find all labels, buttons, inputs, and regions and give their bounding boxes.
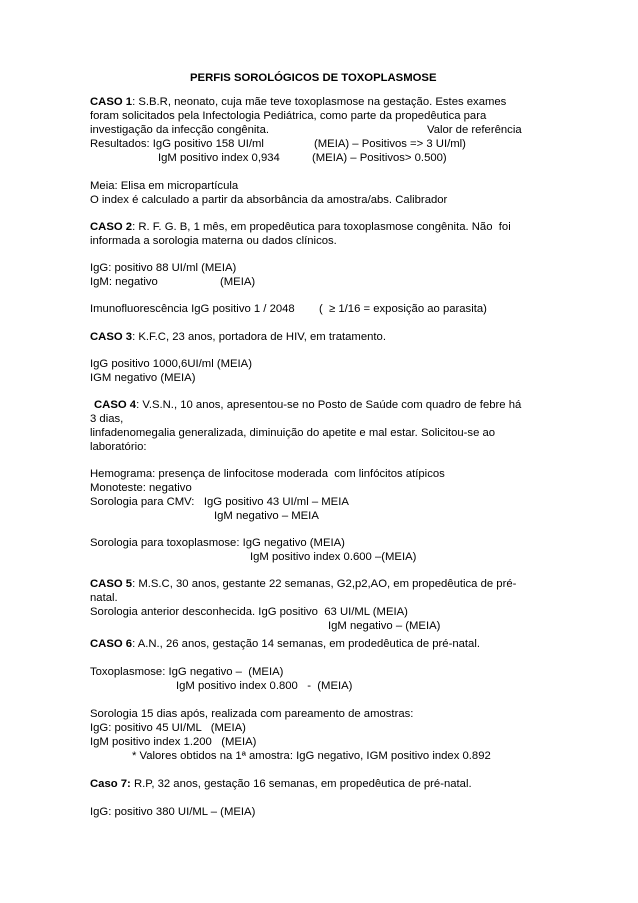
caso5-label: CASO 5 <box>90 578 133 590</box>
caso3-igm-result: IGM negativo (MEIA) <box>90 372 196 384</box>
caso1-igm-reference: (MEIA) – Positivos> 0.500) <box>312 152 447 164</box>
caso7-line1: Caso 7: R.P, 32 anos, gestação 16 semanas, em propedêutica de pré-natal. <box>90 778 472 790</box>
document-title: PERFIS SOROLÓGICOS DE TOXOPLASMOSE <box>190 72 437 84</box>
caso1-meia-note: Meia: Elisa em micropartícula <box>90 180 239 192</box>
caso2-line1: CASO 2: R. F. G. B, 1 mês, em propedêutica para toxoplasmose congênita. Não foi <box>90 221 511 233</box>
caso4-toxo-igm: IgM positivo index 0.600 –(MEIA) <box>250 551 417 563</box>
caso6-followup-note: Sorologia 15 dias após, realizada com pareamento de amostras: <box>90 708 414 720</box>
caso4-line1: CASO 4: V.S.N., 10 anos, apresentou-se no Posto de Saúde com quadro de febre há <box>94 399 522 411</box>
caso4-line3: linfadenomegalia generalizada, diminuição do apetite e mal estar. Solicitou-se ao <box>90 427 496 439</box>
caso1-line3a: investigação da infecção congênita. <box>90 124 269 136</box>
caso4-line4: laboratório: <box>90 441 147 453</box>
caso1-igm-result: IgM positivo index 0,934 <box>158 152 280 164</box>
caso3-igg-result: IgG positivo 1000,6UI/ml (MEIA) <box>90 358 252 370</box>
caso1-reference-header: Valor de referência <box>427 124 522 136</box>
caso6-first-sample-note: * Valores obtidos na 1ª amostra: IgG negativo, IGM positivo index 0.892 <box>132 750 491 762</box>
caso4-cmv-igm: IgM negativo – MEIA <box>214 510 319 522</box>
caso1-igg-reference: (MEIA) – Positivos => 3 UI/ml) <box>314 138 466 150</box>
caso2-if-reference: ( ≥ 1/16 = exposição ao parasita) <box>319 303 487 315</box>
caso5-igm-result: IgM negativo – (MEIA) <box>328 620 441 632</box>
caso2-igm-result: IgM: negativo <box>90 276 158 288</box>
caso1-igg-result: Resultados: IgG positivo 158 UI/ml <box>90 138 264 150</box>
caso6-igm-result: IgM positivo index 0.800 - (MEIA) <box>176 680 353 692</box>
caso4-toxo-igg: Sorologia para toxoplasmose: IgG negativo (MEIA) <box>90 537 345 549</box>
caso4-hemograma: Hemograma: presença de linfocitose moderada com linfócitos atípicos <box>90 468 445 480</box>
caso1-index-note: O index é calculado a partir da absorbância da amostra/abs. Calibrador <box>90 194 448 206</box>
caso2-igm-method: (MEIA) <box>220 276 256 288</box>
caso6-igg-result: Toxoplasmose: IgG negativo – (MEIA) <box>90 666 284 678</box>
caso2-line2: informada a sorologia materna ou dados clínicos. <box>90 235 337 247</box>
caso6-label: CASO 6 <box>90 638 133 650</box>
caso4-cmv-igg: Sorologia para CMV: IgG positivo 43 UI/ml – MEIA <box>90 496 349 508</box>
caso4-monoteste: Monoteste: negativo <box>90 482 192 494</box>
caso1-line2: foram solicitados pela Infectologia Pediátrica, como parte da propedêutica para <box>90 110 487 122</box>
caso5-line1: CASO 5: M.S.C, 30 anos, gestante 22 semanas, G2,p2,AO, em propedêutica de pré- <box>90 578 517 590</box>
caso5-igg-result: Sorologia anterior desconhecida. IgG positivo 63 UI/ML (MEIA) <box>90 606 408 618</box>
caso5-line2: natal. <box>90 592 118 604</box>
caso4-label: CASO 4 <box>94 399 137 411</box>
caso7-label: Caso 7: <box>90 778 131 790</box>
caso3-line1: CASO 3: K.F.C, 23 anos, portadora de HIV, em tratamento. <box>90 331 386 343</box>
caso4-line2: 3 dias, <box>90 413 124 425</box>
caso2-label: CASO 2 <box>90 221 133 233</box>
caso2-if-result: Imunofluorescência IgG positivo 1 / 2048 <box>90 303 295 315</box>
caso6-line1: CASO 6: A.N., 26 anos, gestação 14 semanas, em prodedêutica de pré-natal. <box>90 638 480 650</box>
caso2-igg-result: IgG: positivo 88 UI/ml (MEIA) <box>90 262 237 274</box>
caso6-followup-igm: IgM positivo index 1.200 (MEIA) <box>90 736 257 748</box>
caso6-followup-igg: IgG: positivo 45 UI/ML (MEIA) <box>90 722 246 734</box>
caso1-label: CASO 1 <box>90 96 133 108</box>
caso3-label: CASO 3 <box>90 331 133 343</box>
caso7-igg-result: IgG: positivo 380 UI/ML – (MEIA) <box>90 806 256 818</box>
caso1-line1: CASO 1: S.B.R, neonato, cuja mãe teve toxoplasmose na gestação. Estes exames <box>90 96 507 108</box>
